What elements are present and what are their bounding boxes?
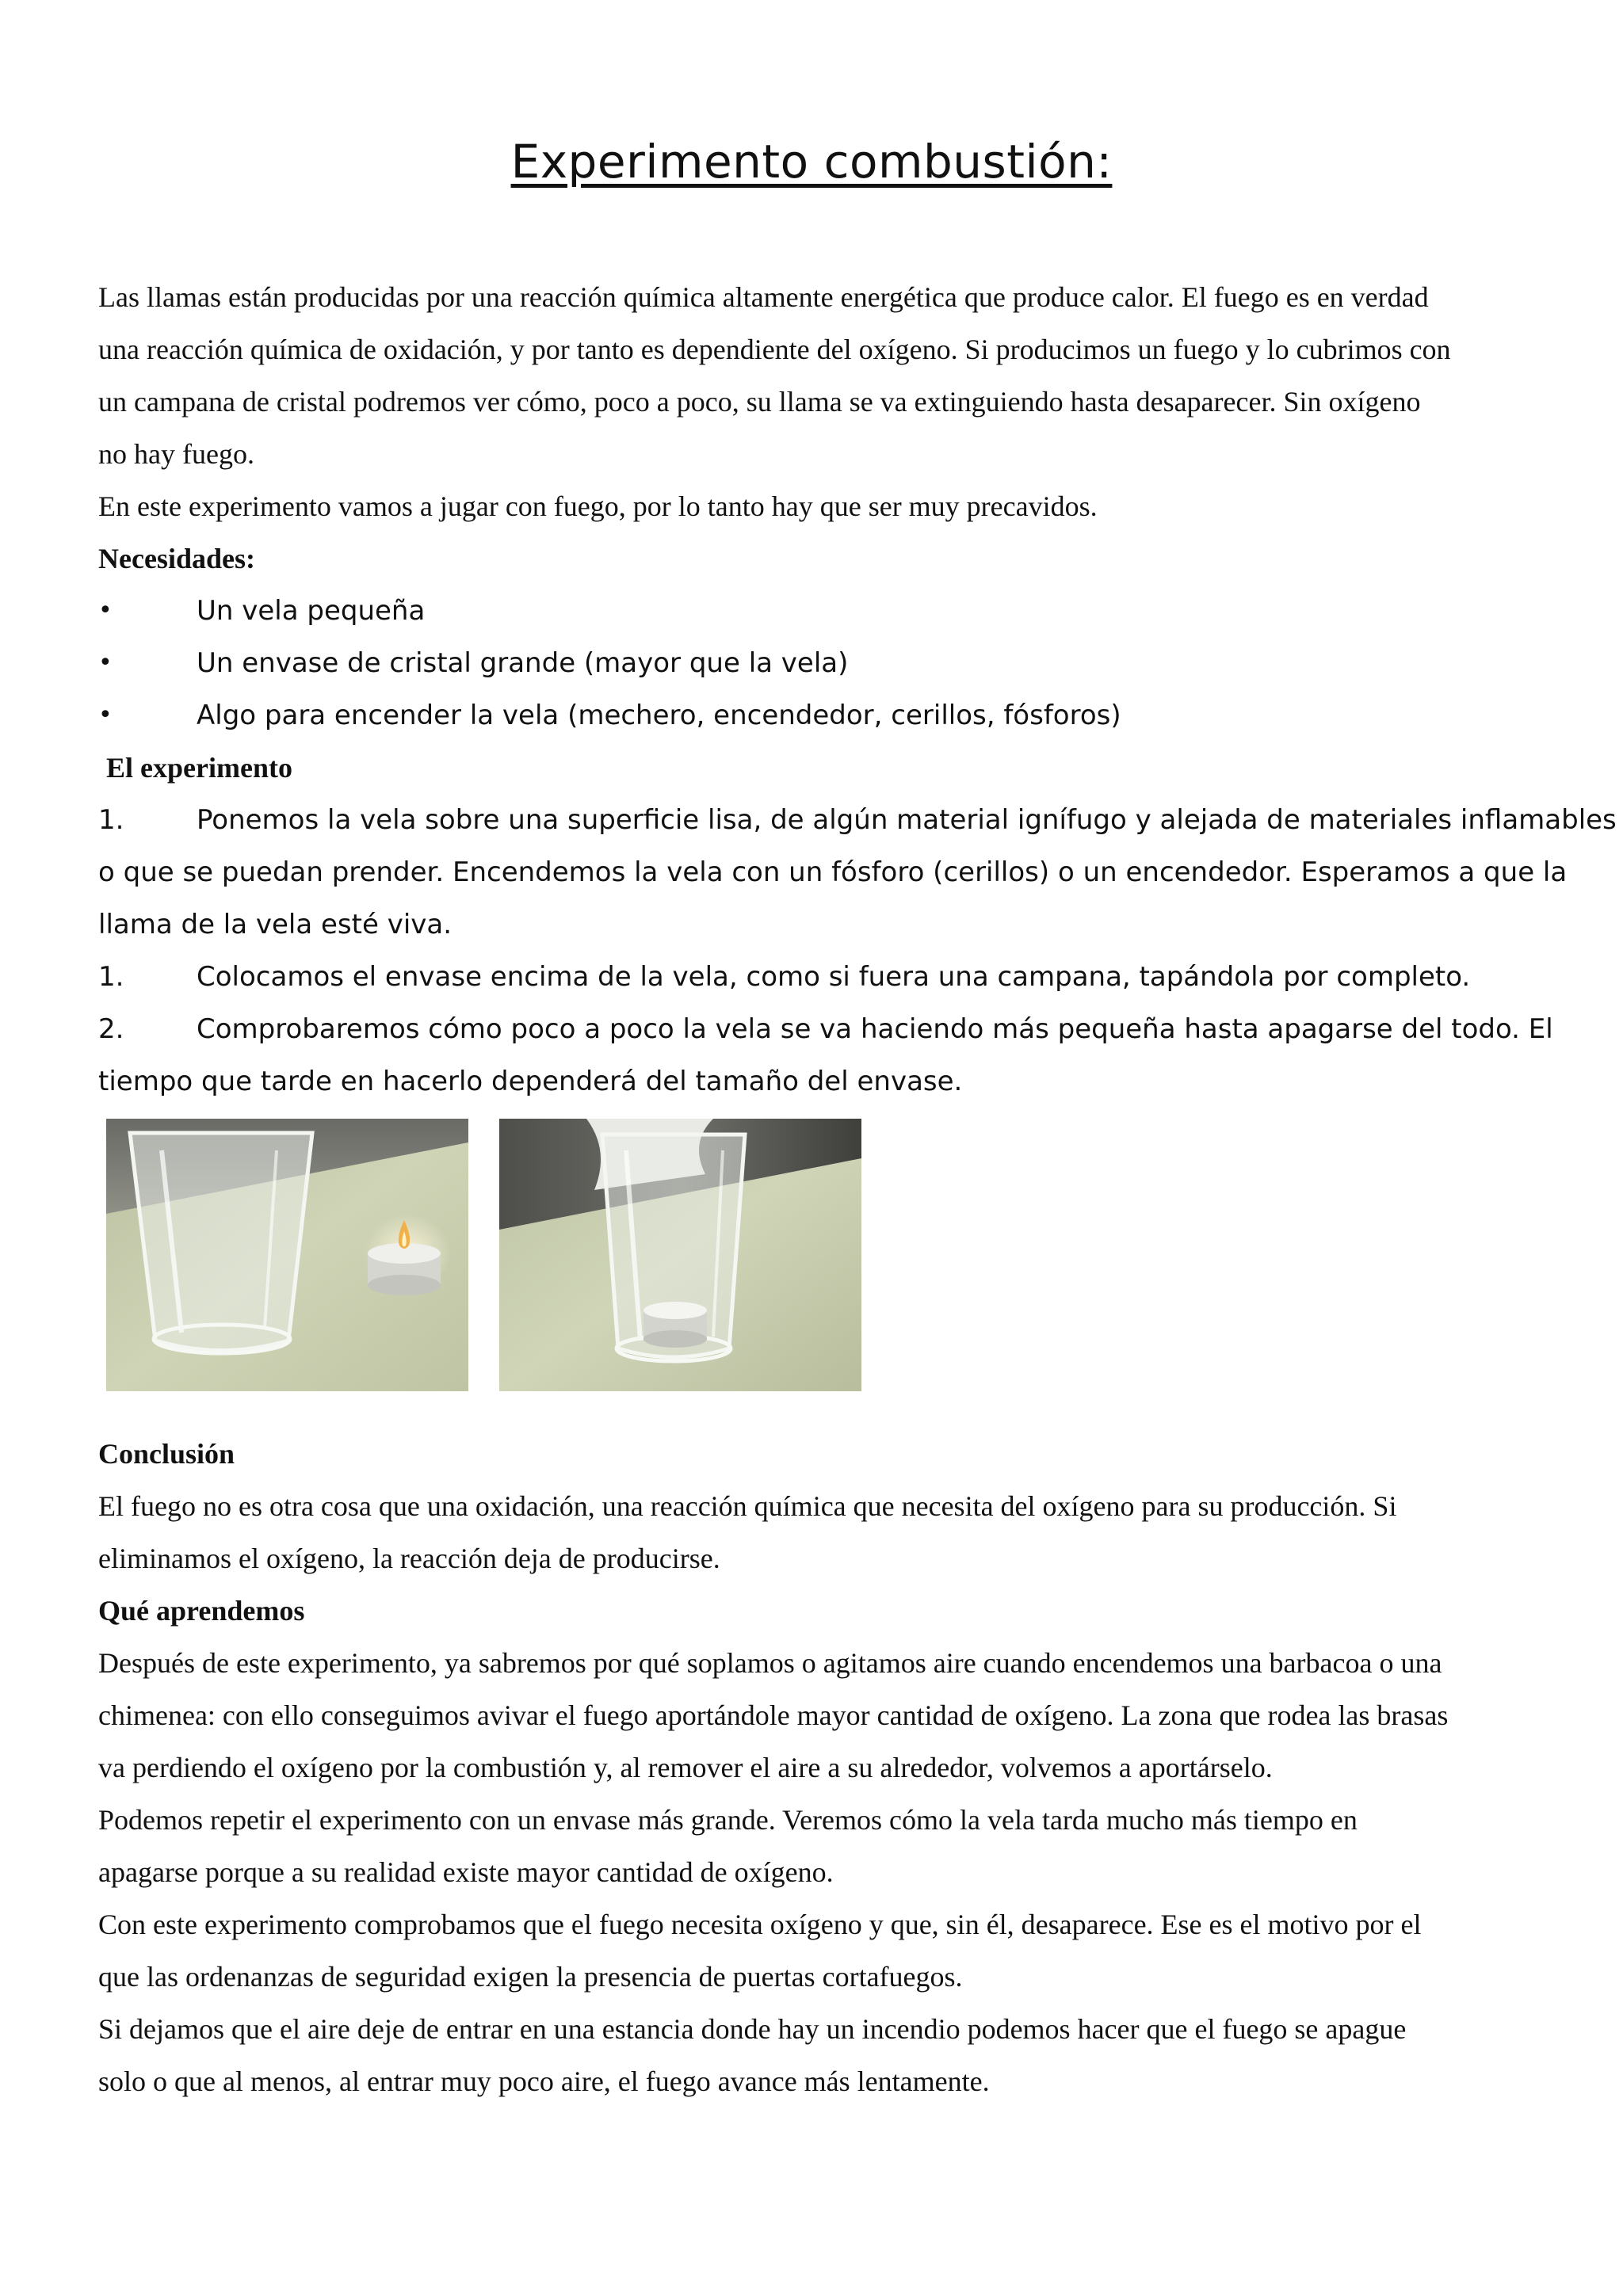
bullet-icon: • <box>98 649 113 677</box>
glass-and-lit-candle-image <box>106 1119 468 1391</box>
step-number: 2. <box>98 1013 124 1045</box>
bullet-icon: • <box>98 701 113 729</box>
learn-line: que las ordenanzas de seguridad exigen la presencia de puertas cortafuegos. <box>98 1961 963 1993</box>
step-text-continued: llama de la vela esté viva. <box>98 909 453 940</box>
step-text-continued: tiempo que tarde en hacerlo dependerá del tamaño del envase. <box>98 1066 963 1097</box>
photo-glass-covering-candle <box>499 1119 861 1391</box>
needs-list-item <box>98 637 1541 689</box>
document-body <box>98 271 1617 2107</box>
page-title: Experimento combustión: <box>510 135 1113 189</box>
needs-list-item <box>98 689 1541 742</box>
conclusion-line: eliminamos el oxígeno, la reacción deja de producirse. <box>98 1543 720 1574</box>
needs-item-label: Algo para encender la vela (mechero, encendedor, cerillos, fósforos) <box>197 700 1121 731</box>
needs-item-label: Un envase de cristal grande (mayor que la vela) <box>197 647 849 679</box>
photo-glass-beside-candle <box>106 1119 468 1391</box>
learn-heading: Qué aprendemos <box>98 1595 305 1627</box>
learn-line: va perdiendo el oxígeno por la combustión y, al remover el aire a su alrededor, volvemos a aportárselo. <box>98 1752 1273 1783</box>
learn-line: solo o que al menos, al entrar muy poco aire, el fuego avance más lentamente. <box>98 2065 990 2097</box>
photo-row <box>98 1108 1541 1428</box>
learn-line: Si dejamos que el aire deje de entrar en una estancia donde hay un incendio podemos hacer que el fuego se apague <box>98 2013 1407 2045</box>
step-item <box>98 1003 1553 1055</box>
needs-heading: Necesidades: <box>98 543 255 574</box>
experiment-heading: El experimento <box>106 752 292 784</box>
intro-line: Las llamas están producidas por una reacción química altamente energética que produce calor. El fuego es en verdad <box>98 281 1429 313</box>
step-item <box>98 951 1541 1003</box>
learn-line: Después de este experimento, ya sabremos por qué soplamos o agitamos aire cuando encendemos una barbacoa o una <box>98 1647 1442 1679</box>
intro-line: En este experimento vamos a jugar con fuego, por lo tanto hay que ser muy precavidos. <box>98 490 1098 522</box>
conclusion-line: El fuego no es otra cosa que una oxidación, una reacción química que necesita del oxígeno para su producción. Si <box>98 1490 1397 1522</box>
needs-list-item <box>98 585 1541 637</box>
intro-line: no hay fuego. <box>98 438 254 470</box>
step-item <box>98 794 1617 846</box>
bullet-icon: • <box>98 597 113 624</box>
intro-line: una reacción química de oxidación, y por tanto es dependiente del oxígeno. Si producimos un fuego y lo cubrimos con <box>98 334 1451 365</box>
step-number: 1. <box>98 804 124 836</box>
learn-line: apagarse porque a su realidad existe mayor cantidad de oxígeno. <box>98 1856 834 1888</box>
step-text: Comprobaremos cómo poco a poco la vela se va haciendo más pequeña hasta apagarse del todo. El <box>197 1013 1553 1045</box>
intro-line: un campana de cristal podremos ver cómo, poco a poco, su llama se va extinguiendo hasta desaparecer. Sin oxígeno <box>98 386 1421 418</box>
conclusion-heading: Conclusión <box>98 1438 235 1470</box>
step-text: Ponemos la vela sobre una superficie lisa, de algún material ignífugo y alejada de materiales inflamables <box>197 804 1617 836</box>
learn-line: Podemos repetir el experimento con un envase más grande. Veremos cómo la vela tarda mucho más tiempo en <box>98 1804 1358 1836</box>
glass-over-candle-image <box>499 1119 861 1391</box>
learn-line: chimenea: con ello conseguimos avivar el fuego aportándole mayor cantidad de oxígeno. La zona que rodea las brasas <box>98 1699 1449 1731</box>
learn-line: Con este experimento comprobamos que el fuego necesita oxígeno y que, sin él, desaparece. Ese es el motivo por el <box>98 1909 1422 1940</box>
step-text: Colocamos el envase encima de la vela, como si fuera una campana, tapándola por completo. <box>197 961 1471 993</box>
step-number: 1. <box>98 961 124 993</box>
step-text-continued: o que se puedan prender. Encendemos la vela con un fósforo (cerillos) o un encendedor. Esperamos a que la <box>98 856 1568 888</box>
needs-item-label: Un vela pequeña <box>197 595 426 627</box>
